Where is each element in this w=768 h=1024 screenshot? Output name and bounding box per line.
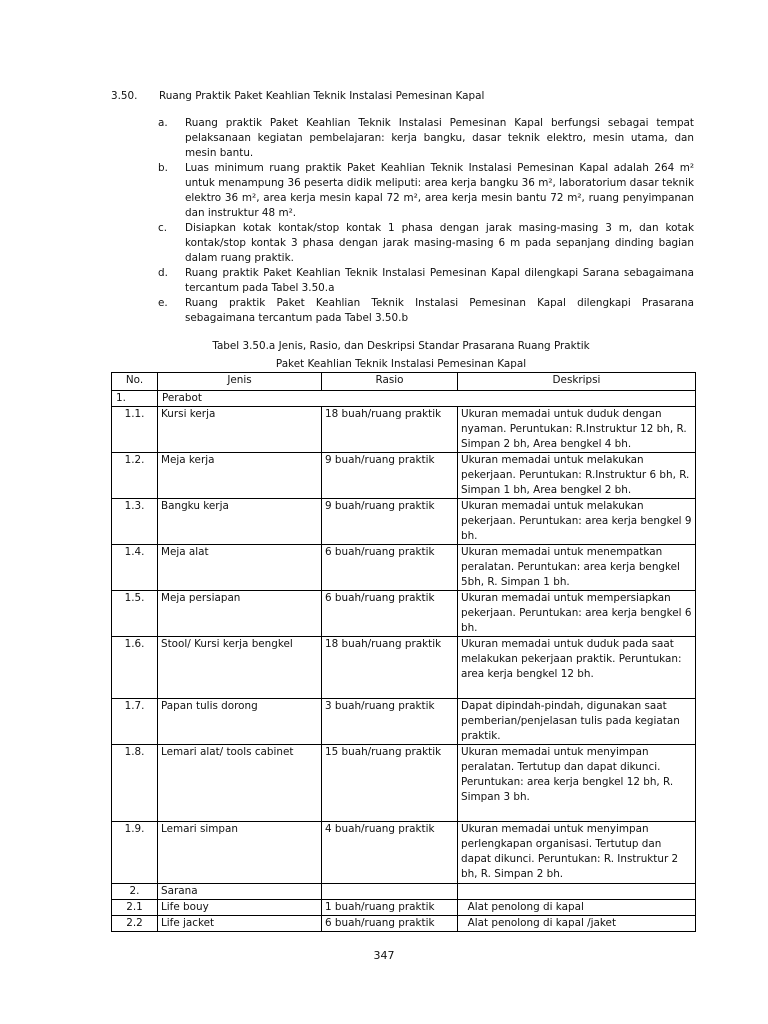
item-letter: b.	[158, 162, 168, 174]
header-deskripsi: Deskripsi	[458, 373, 696, 391]
table-row	[112, 453, 696, 499]
row-jenis: Meja kerja	[158, 453, 322, 499]
row-rasio: 9 buah/ruang praktik	[322, 499, 458, 545]
table-row	[112, 637, 696, 699]
header-no: No.	[112, 373, 158, 391]
row-deskripsi: Ukuran memadai untuk menyimpan perlengkapan organisasi. Tertutup dan dapat dikunci. Peruntukan: R. Instruktur 2 bh, R. Simpan 2 bh.	[458, 822, 696, 884]
list-item	[158, 266, 694, 296]
row-jenis: Meja alat	[158, 545, 322, 591]
row-jenis: Papan tulis dorong	[158, 699, 322, 745]
table-row	[112, 545, 696, 591]
empty-cell	[322, 884, 458, 900]
table-row	[112, 916, 696, 932]
group-label: Perabot	[158, 391, 696, 407]
list-item	[158, 221, 694, 266]
item-text: Disiapkan kotak kontak/stop kontak 1 phasa dengan jarak masing-masing 3 m, dan kotak kontak/stop kontak 3 phasa dengan jarak masing-masing 6 m pada sepanjang dinding bagian dalam ruang praktik.	[185, 222, 694, 264]
list-item	[158, 116, 694, 161]
row-number: 1.4.	[112, 545, 158, 591]
row-number: 1.6.	[112, 637, 158, 699]
header-jenis: Jenis	[158, 373, 322, 391]
group-number: 2.	[112, 884, 158, 900]
row-rasio: 4 buah/ruang praktik	[322, 822, 458, 884]
header-rasio: Rasio	[322, 373, 458, 391]
row-number: 1.7.	[112, 699, 158, 745]
table-header-row	[112, 373, 696, 391]
table-row	[112, 591, 696, 637]
row-jenis: Stool/ Kursi kerja bengkel	[158, 637, 322, 699]
table-row	[112, 745, 696, 822]
page-number: 347	[373, 949, 395, 962]
item-text: Ruang praktik Paket Keahlian Teknik Instalasi Pemesinan Kapal dilengkapi Prasarana sebagaimana tercantum pada Tabel 3.50.b	[185, 297, 694, 324]
row-rasio: 6 buah/ruang praktik	[322, 545, 458, 591]
row-jenis: Kursi kerja	[158, 407, 322, 453]
section-number: 3.50.	[111, 90, 138, 102]
table-row	[112, 900, 696, 916]
item-letter: c.	[158, 222, 168, 234]
section-title: Ruang Praktik Paket Keahlian Teknik Instalasi Pemesinan Kapal	[159, 90, 485, 102]
item-letter: a.	[158, 117, 168, 129]
table-group-row	[112, 391, 696, 407]
row-jenis: Lemari simpan	[158, 822, 322, 884]
row-number: 1.3.	[112, 499, 158, 545]
row-jenis: Bangku kerja	[158, 499, 322, 545]
table-row	[112, 699, 696, 745]
table-caption: Tabel 3.50.a Jenis, Rasio, dan Deskripsi Standar Prasarana Ruang Praktik	[212, 340, 590, 352]
row-rasio: 1 buah/ruang praktik	[322, 900, 458, 916]
item-letter: d.	[158, 267, 168, 279]
row-deskripsi: Dapat dipindah-pindah, digunakan saat pemberian/penjelasan tulis pada kegiatan praktik.	[458, 699, 696, 745]
row-rasio: 3 buah/ruang praktik	[322, 699, 458, 745]
facility-table	[111, 372, 696, 932]
list-item	[158, 161, 694, 221]
table-caption-subtitle: Paket Keahlian Teknik Instalasi Pemesinan Kapal	[275, 358, 527, 370]
table-row	[112, 407, 696, 453]
item-text: Ruang praktik Paket Keahlian Teknik Instalasi Pemesinan Kapal dilengkapi Sarana sebagaimana tercantum pada Tabel 3.50.a	[185, 267, 694, 294]
row-deskripsi: Ukuran memadai untuk duduk pada saat melakukan pekerjaan praktik. Peruntukan: area kerja bengkel 12 bh.	[458, 637, 696, 699]
row-rasio: 6 buah/ruang praktik	[322, 591, 458, 637]
item-text: Luas minimum ruang praktik Paket Keahlian Teknik Instalasi Pemesinan Kapal adalah 264 m² untuk menampung 36 peserta didik meliputi: area kerja bangku 36 m², laboratorium dasar teknik elektro 36 m², area kerja mesin kapal 72 m², area kerja mesin bantu 72 m², ruang penyimpanan dan instruktur 48 m².	[185, 162, 694, 219]
row-jenis: Life jacket	[158, 916, 322, 932]
row-number: 1.8.	[112, 745, 158, 822]
row-rasio: 15 buah/ruang praktik	[322, 745, 458, 822]
table-row	[112, 499, 696, 545]
row-number: 1.9.	[112, 822, 158, 884]
item-letter: e.	[158, 297, 168, 309]
row-deskripsi: Ukuran memadai untuk melakukan pekerjaan. Peruntukan: area kerja bengkel 9 bh.	[458, 499, 696, 545]
table-row	[112, 822, 696, 884]
row-jenis: Meja persiapan	[158, 591, 322, 637]
row-deskripsi: Alat penolong di kapal /jaket	[458, 916, 696, 932]
row-deskripsi: Alat penolong di kapal	[458, 900, 696, 916]
row-number: 1.2.	[112, 453, 158, 499]
row-rasio: 6 buah/ruang praktik	[322, 916, 458, 932]
row-number: 1.5.	[112, 591, 158, 637]
row-number: 1.1.	[112, 407, 158, 453]
row-deskripsi: Ukuran memadai untuk duduk dengan nyaman. Peruntukan: R.Instruktur 12 bh, R. Simpan 2 bh, Area bengkel 4 bh.	[458, 407, 696, 453]
row-number: 2.1	[112, 900, 158, 916]
group-label: Sarana	[158, 884, 322, 900]
row-number: 2.2	[112, 916, 158, 932]
row-deskripsi: Ukuran memadai untuk menempatkan peralatan. Peruntukan: area kerja bengkel 5bh, R. Simpan 1 bh.	[458, 545, 696, 591]
row-rasio: 18 buah/ruang praktik	[322, 407, 458, 453]
row-rasio: 18 buah/ruang praktik	[322, 637, 458, 699]
row-jenis: Lemari alat/ tools cabinet	[158, 745, 322, 822]
row-jenis: Life bouy	[158, 900, 322, 916]
row-rasio: 9 buah/ruang praktik	[322, 453, 458, 499]
row-deskripsi: Ukuran memadai untuk menyimpan peralatan. Tertutup dan dapat dikunci. Peruntukan: area kerja bengkel 12 bh, R. Simpan 3 bh.	[458, 745, 696, 822]
item-text: Ruang praktik Paket Keahlian Teknik Instalasi Pemesinan Kapal berfungsi sebagai tempat pelaksanaan kegiatan pembelajaran: kerja bangku, dasar teknik elektro, mesin utama, dan mesin bantu.	[185, 117, 694, 159]
row-deskripsi: Ukuran memadai untuk mempersiapkan pekerjaan. Peruntukan: area kerja bengkel 6 bh.	[458, 591, 696, 637]
group-number: 1.	[112, 391, 158, 407]
table-group-row	[112, 884, 696, 900]
item-list	[158, 116, 694, 326]
list-item	[158, 296, 694, 326]
empty-cell	[458, 884, 696, 900]
row-deskripsi: Ukuran memadai untuk melakukan pekerjaan. Peruntukan: R.Instruktur 6 bh, R. Simpan 1 bh, Area bengkel 2 bh.	[458, 453, 696, 499]
